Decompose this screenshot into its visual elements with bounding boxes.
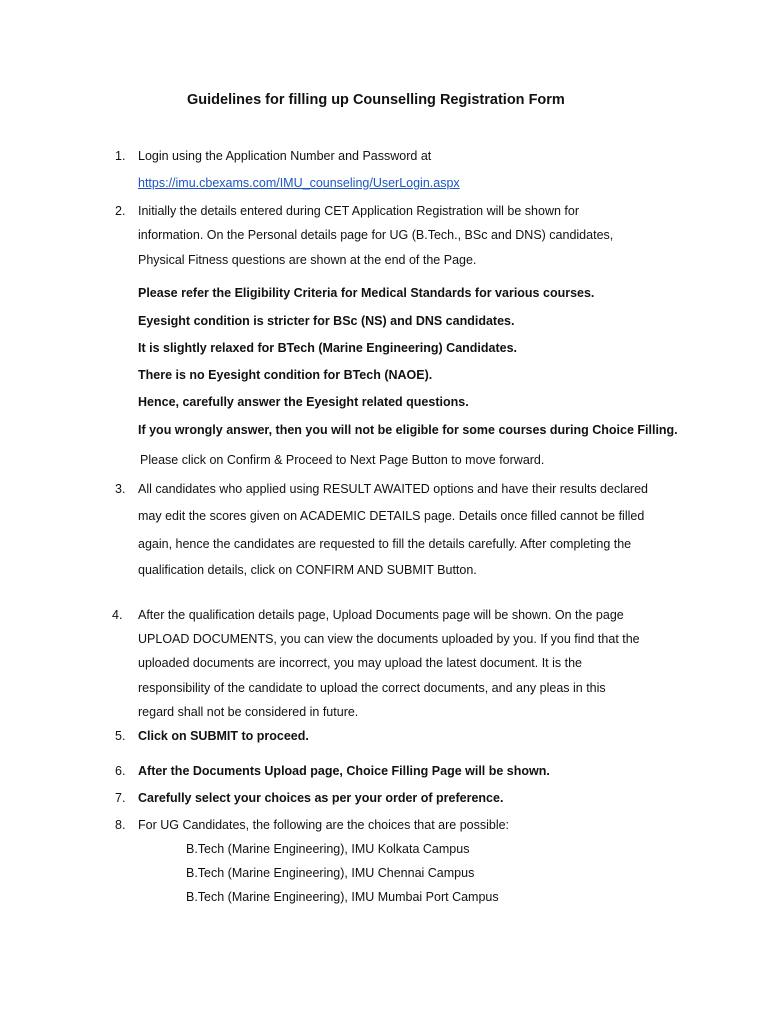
item-number-5: 5. [115,729,126,743]
login-link[interactable]: https://imu.cbexams.com/IMU_counseling/UserLogin.aspx [138,176,460,190]
item-number-7: 7. [115,791,126,805]
choice-item-1: B.Tech (Marine Engineering), IMU Kolkata Campus [186,842,470,856]
medical-note-1: Please refer the Eligibility Criteria for Medical Standards for various courses. [138,286,595,300]
item-3-line-2: may edit the scores given on ACADEMIC DETAILS page. Details once filled cannot be filled [138,509,645,523]
item-4-line-1: After the qualification details page, Upload Documents page will be shown. On the page [138,608,624,622]
item-3-line-4: qualification details, click on CONFIRM AND SUBMIT Button. [138,563,477,577]
choice-item-3: B.Tech (Marine Engineering), IMU Mumbai Port Campus [186,890,499,904]
medical-note-3: It is slightly relaxed for BTech (Marine Engineering) Candidates. [138,341,518,355]
item-4-line-3: uploaded documents are incorrect, you may upload the latest document. It is the [138,656,583,670]
choice-item-2: B.Tech (Marine Engineering), IMU Chennai Campus [186,866,475,880]
item-number-3: 3. [115,482,126,496]
item-8-text: For UG Candidates, the following are the choices that are possible: [138,818,510,832]
item-3-line-1: All candidates who applied using RESULT AWAITED options and have their results declared [138,482,648,496]
item-2-after: Please click on Confirm & Proceed to Next Page Button to move forward. [140,453,545,467]
item-number-1: 1. [115,149,126,163]
item-7-text: Carefully select your choices as per your order of preference. [138,791,504,805]
item-5-text: Click on SUBMIT to proceed. [138,729,309,743]
item-number-6: 6. [115,764,126,778]
item-1-line-1: Login using the Application Number and Password at [138,149,432,163]
item-6-text: After the Documents Upload page, Choice Filling Page will be shown. [138,764,550,778]
item-2-line-2: information. On the Personal details page for UG (B.Tech., BSc and DNS) candidates, [138,228,614,242]
page-title: Guidelines for filling up Counselling Registration Form [187,92,565,108]
item-4-line-2: UPLOAD DOCUMENTS, you can view the documents uploaded by you. If you find that the [138,632,640,646]
item-4-line-4: responsibility of the candidate to upload the correct documents, and any pleas in this [138,681,606,695]
item-2-line-1: Initially the details entered during CET Application Registration will be shown for [138,204,579,218]
medical-note-6: If you wrongly answer, then you will not be eligible for some courses during Choice Filling. [138,423,678,437]
medical-note-5: Hence, carefully answer the Eyesight related questions. [138,395,469,409]
medical-note-4: There is no Eyesight condition for BTech (NAOE). [138,368,433,382]
item-number-8: 8. [115,818,126,832]
medical-note-2: Eyesight condition is stricter for BSc (NS) and DNS candidates. [138,314,515,328]
item-3-line-3: again, hence the candidates are requested to fill the details carefully. After completing the [138,537,632,551]
item-number-2: 2. [115,204,126,218]
item-number-4: 4. [112,608,123,622]
item-4-line-5: regard shall not be considered in future. [138,705,359,719]
item-2-line-3: Physical Fitness questions are shown at the end of the Page. [138,253,477,267]
